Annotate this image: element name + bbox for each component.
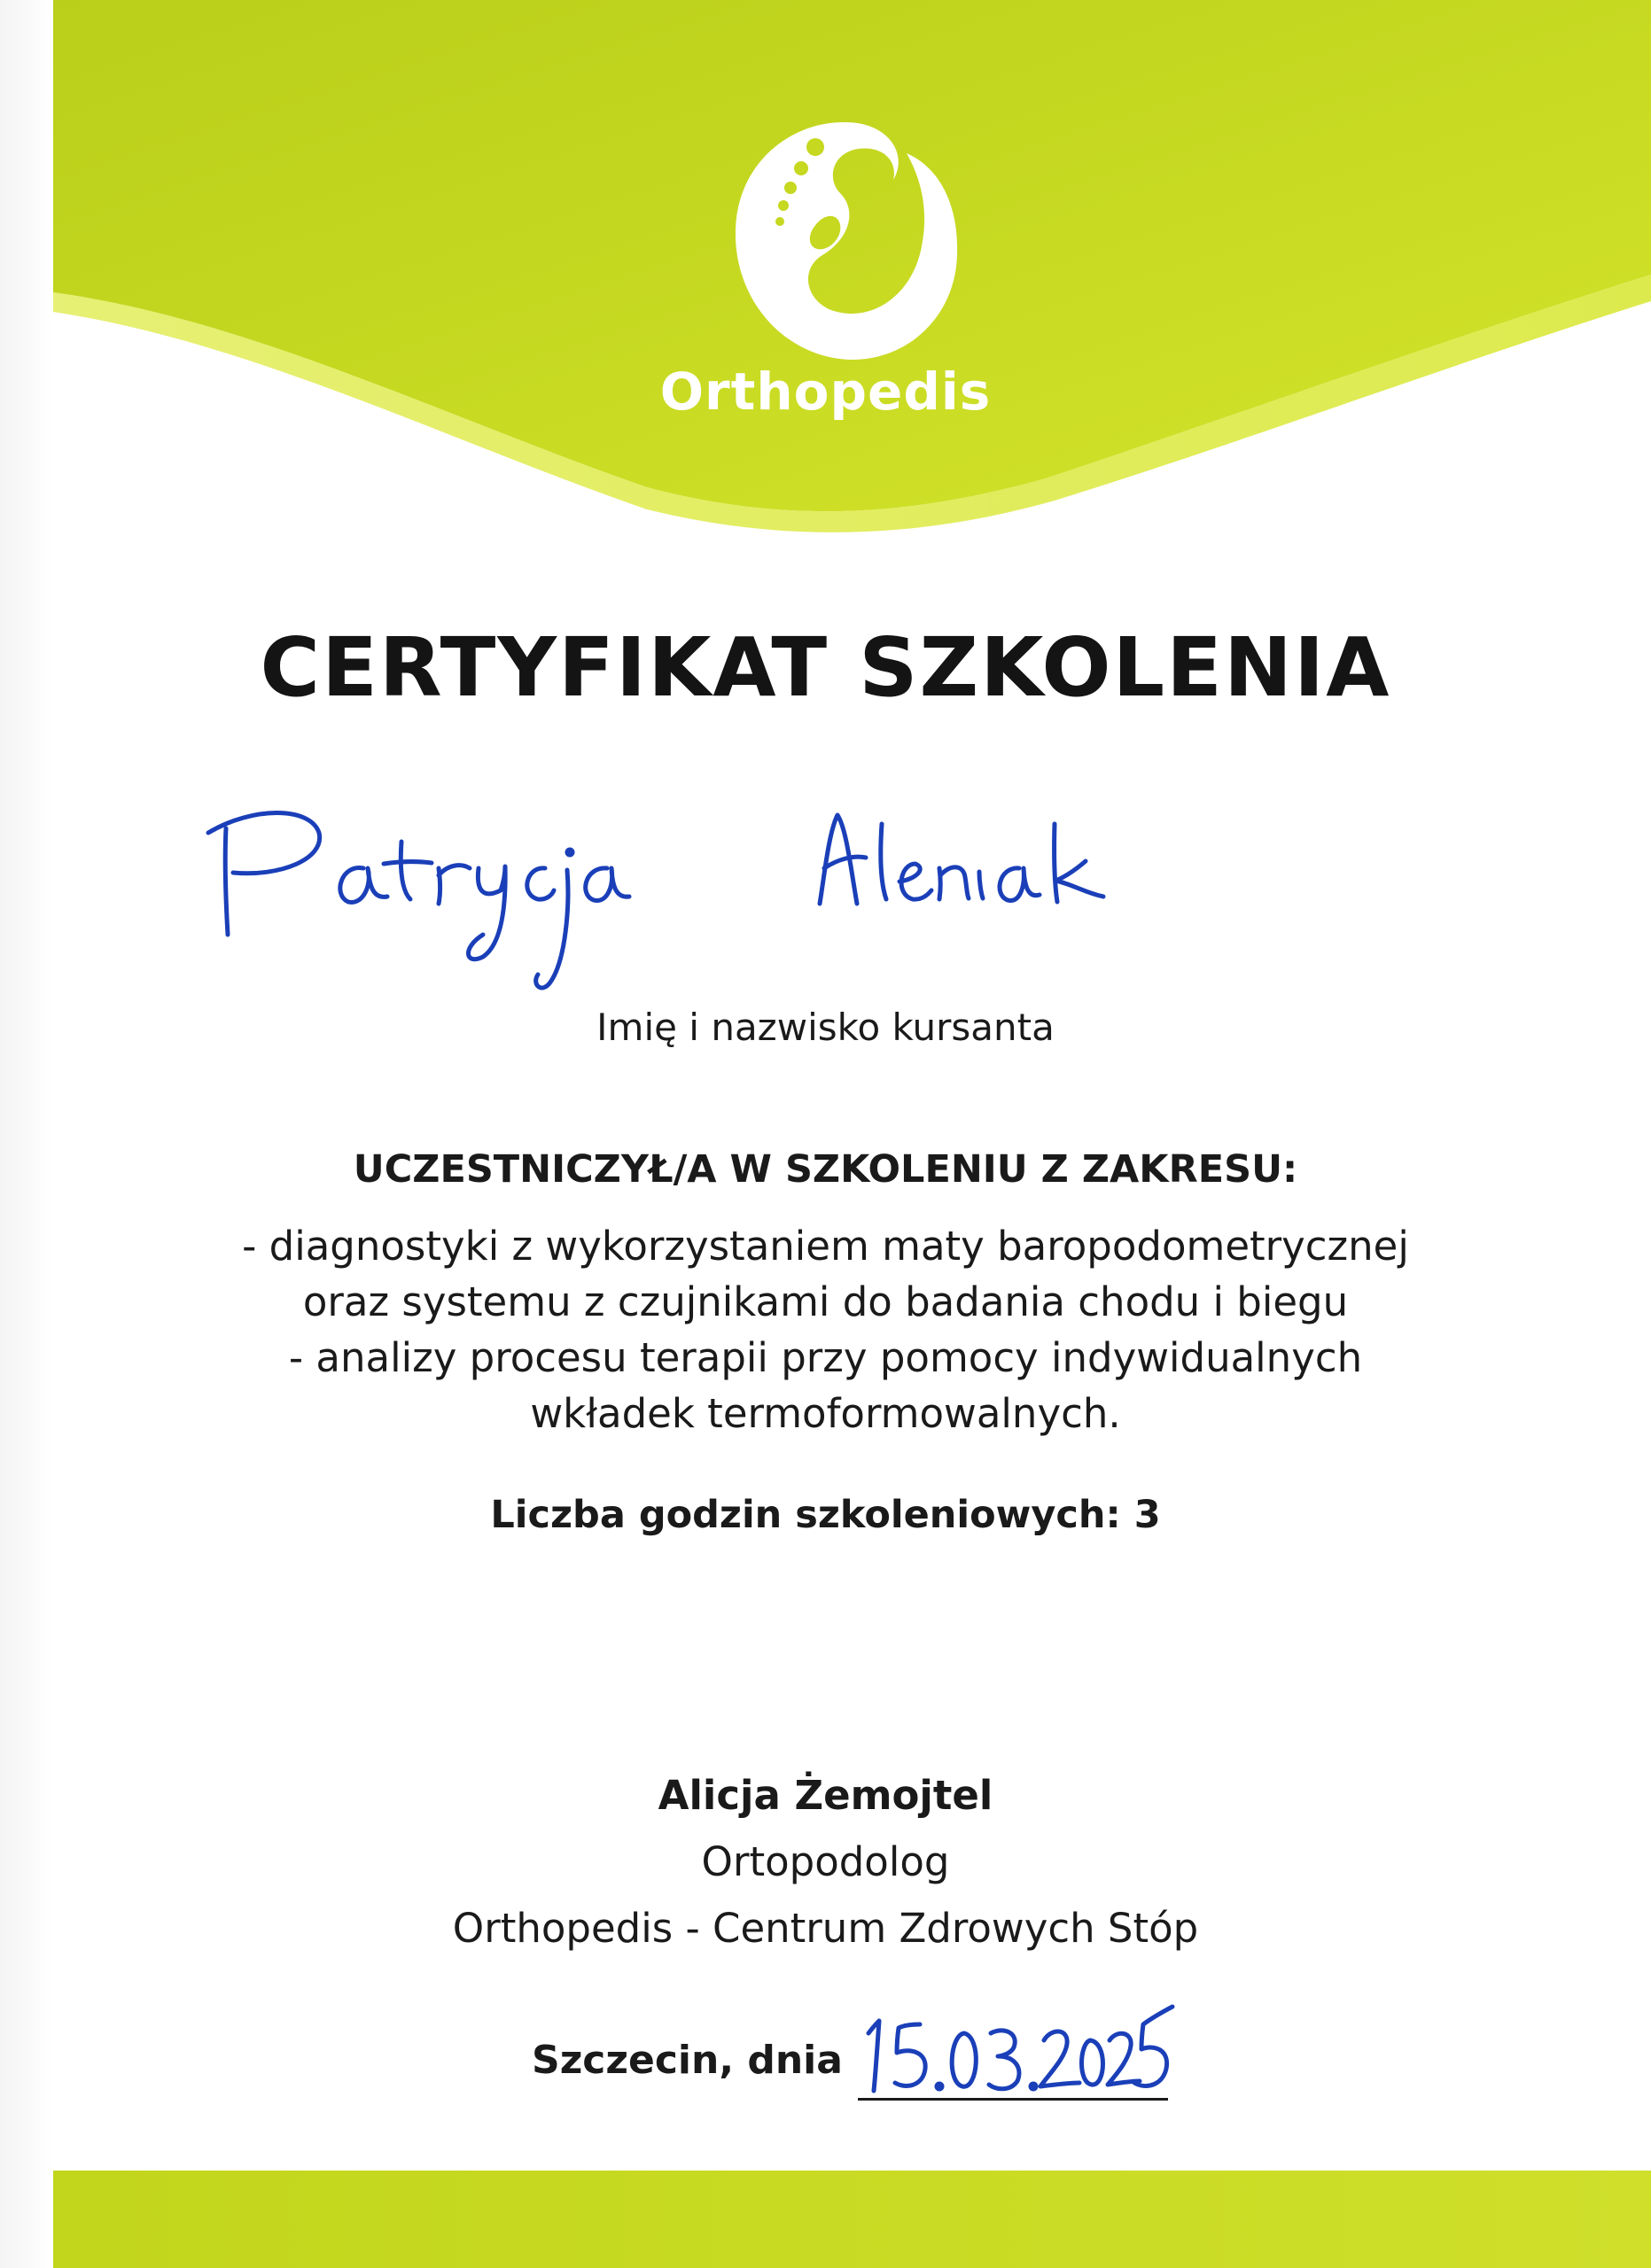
scope-heading: UCZESTNICZYŁ/A W SZKOLENIU Z ZAKRESU: [353, 1147, 1298, 1192]
scope-line: - diagnostyki z wykorzystaniem maty baropodometrycznej [242, 1223, 1409, 1270]
signatory-organization: Orthopedis - Centrum Zdrowych Stóp [452, 1905, 1199, 1952]
place-date-label: Szczecin, dnia [532, 2038, 843, 2083]
footer-band [53, 2171, 1651, 2268]
participant-name-handwriting [199, 780, 1281, 1010]
scope-line: - analizy procesu terapii przy pomocy indywidualnych [288, 1334, 1363, 1381]
training-hours: Liczba godzin szkoleniowych: 3 [490, 1493, 1161, 1537]
scope-line: oraz systemu z czujnikami do badania chodu i biegu [302, 1278, 1349, 1325]
signatory-name: Alicja Żemojtel [658, 1772, 993, 1819]
brand-name: Orthopedis [659, 361, 992, 422]
handwritten-date [858, 1998, 1186, 2104]
signatory-role: Ortopodolog [701, 1838, 950, 1885]
certificate-title: CERTYFIKAT SZKOLENIA [260, 620, 1391, 715]
scope-line: wkładek termoformowalnych. [530, 1390, 1121, 1437]
participant-name-caption: Imię i nazwisko kursanta [596, 1006, 1055, 1049]
foot-swirl-logo-icon [716, 113, 964, 370]
